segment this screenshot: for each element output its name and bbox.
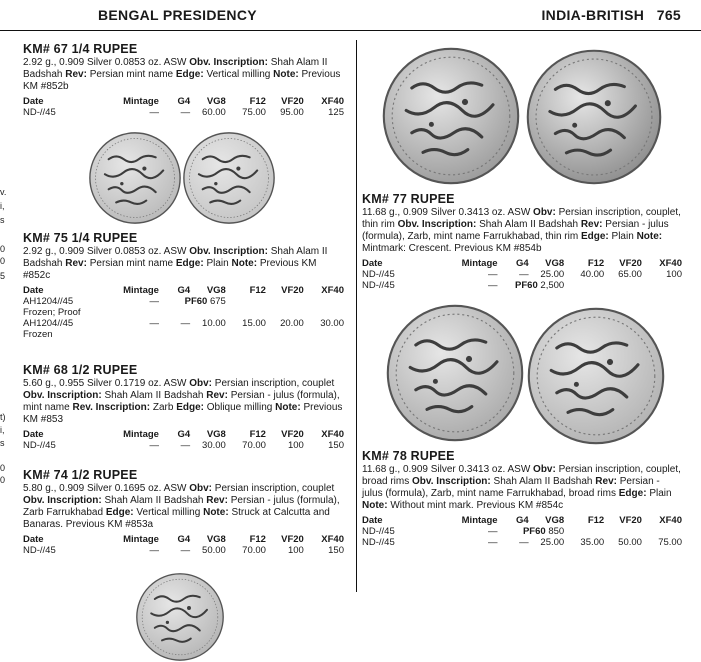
- cell-date: AH1204//45: [23, 318, 74, 329]
- entry-description: [362, 207, 682, 255]
- entry-description: [23, 378, 344, 426]
- catalog-entry-km74: [23, 468, 344, 556]
- page-header-right: [541, 7, 681, 23]
- entry-field-label: Edge:: [175, 69, 204, 80]
- catalog-entry-km75: [23, 231, 344, 340]
- cell-xf40: 100: [666, 269, 682, 280]
- cell-mintage: —: [488, 537, 498, 548]
- price-table: [23, 429, 344, 451]
- cell-f12: 70.00: [242, 545, 266, 556]
- entry-field-value: Vertical milling: [206, 69, 271, 80]
- margin-fragment: 0: [0, 463, 6, 473]
- table-row: [362, 280, 682, 291]
- price-table: [362, 515, 682, 548]
- entry-field-value: Mintmark: Crescent. Previous KM #854b: [362, 243, 542, 254]
- entry-title: KM# 77 RUPEE: [362, 192, 455, 206]
- margin-fragment: v.: [0, 187, 7, 197]
- coin-dot: [466, 356, 472, 362]
- proof-value: 2,500: [540, 280, 565, 291]
- section-name: INDIA-BRITISH: [541, 7, 645, 23]
- entry-field-value: Persian inscription, couplet, broad rims: [362, 464, 681, 487]
- entry-field-value: Shah Alam II Badshah: [23, 57, 328, 80]
- coin-disc: [384, 49, 518, 183]
- empty-cells: [564, 280, 682, 291]
- cell-mintage: —: [149, 107, 159, 118]
- coin-dot: [605, 100, 611, 106]
- coin-km67-obverse: [88, 131, 182, 225]
- table-row: [23, 440, 344, 451]
- price-table-header: [362, 515, 682, 526]
- entry-field-value: Persian - julus (formula), Zarb, mint name Farrukhabad, broad rims: [362, 476, 660, 499]
- entry-spec: 2.92 g., 0.909 Silver 0.0853 oz. ASW: [23, 246, 187, 257]
- proof-grade: PF60: [515, 280, 538, 291]
- entry-field-value: Persian inscription, couplet: [214, 483, 335, 494]
- column-header: Date: [23, 96, 44, 107]
- coin-dot: [607, 359, 613, 365]
- column-header: F12: [249, 96, 266, 107]
- margin-fragment: 0: [0, 256, 6, 266]
- cell-g4: —: [519, 537, 529, 548]
- cell-mintage: —: [488, 280, 498, 291]
- cell-vg8: 25.00: [540, 269, 565, 280]
- catalog-entry-km77: [362, 192, 682, 291]
- column-header: VG8: [206, 534, 226, 545]
- entry-field-value: Zarb: [152, 402, 174, 413]
- coin-next-partial: [135, 572, 225, 662]
- entry-description: [23, 246, 344, 282]
- coin-dot: [120, 182, 123, 185]
- entry-field-label: Obv:: [533, 464, 556, 475]
- margin-fragment: s: [0, 215, 5, 225]
- cell-mintage: —: [149, 545, 159, 556]
- column-header: VG8: [206, 429, 226, 440]
- cell-note: Frozen: [23, 329, 53, 340]
- cell-mintage: —: [488, 526, 498, 537]
- column-header: Date: [23, 429, 44, 440]
- coin-disc: [388, 306, 522, 440]
- cell-vg8: 50.00: [202, 545, 226, 556]
- table-row: [23, 318, 344, 329]
- coin-disc: [137, 574, 223, 660]
- cell-proof: [498, 280, 565, 291]
- entry-field-value: Shah Alam II Badshah: [104, 390, 204, 401]
- cell-vf20: 100: [287, 545, 304, 556]
- table-row: [23, 107, 344, 118]
- column-header: VG8: [206, 285, 226, 296]
- proof-grade: PF60: [522, 526, 546, 537]
- column-header: Mintage: [461, 515, 498, 526]
- column-header: F12: [249, 285, 266, 296]
- entry-field-value: Previous KM #852c: [23, 258, 317, 281]
- column-header: G4: [515, 258, 529, 269]
- cell-xf40: 150: [328, 545, 344, 556]
- entry-field-value: Shah Alam II Badshah: [23, 246, 328, 269]
- column-header: XF40: [321, 96, 344, 107]
- column-header: VF20: [281, 429, 304, 440]
- entry-field-label: Note:: [273, 69, 299, 80]
- cell-xf40: 75.00: [658, 537, 682, 548]
- coin-km67-reverse: [182, 131, 276, 225]
- cell-proof: [159, 296, 226, 307]
- entry-field-label: Rev:: [206, 495, 228, 506]
- entry-title: KM# 67 1/4 RUPEE: [23, 42, 138, 56]
- entry-field-value: Shah Alam II Badshah: [493, 476, 593, 487]
- header-rule: [0, 30, 701, 31]
- entry-field-label: Rev:: [206, 390, 228, 401]
- cell-f12: 15.00: [242, 318, 266, 329]
- cell-g4: —: [180, 318, 191, 329]
- cell-vg8: 30.00: [202, 440, 226, 451]
- section-header-title: BENGAL PRESIDENCY: [98, 7, 257, 23]
- cell-date: ND-//45: [23, 107, 56, 118]
- entry-field-label: Note:: [275, 402, 301, 413]
- entry-field-label: Obv. Inscription:: [189, 246, 268, 257]
- cell-note: Frozen; Proof: [23, 307, 81, 318]
- cell-g4: —: [180, 440, 191, 451]
- column-header: G4: [177, 285, 191, 296]
- entry-title: KM# 68 1/2 RUPEE: [23, 363, 138, 377]
- entry-field-label: Obv:: [189, 483, 212, 494]
- entry-field-value: Persian - julus (formula), mint name: [23, 390, 340, 413]
- cell-proof: [498, 526, 565, 537]
- cell-date: AH1204//45: [23, 296, 74, 307]
- column-header: VG8: [545, 515, 565, 526]
- column-header: XF40: [659, 258, 682, 269]
- cell-vf20: 100: [287, 440, 304, 451]
- entry-field-label: Obv. Inscription:: [412, 476, 491, 487]
- table-row: [362, 269, 682, 280]
- cell-date: ND-//45: [23, 545, 56, 556]
- coin-km77-reverse: [525, 48, 663, 186]
- cell-vg8: 10.00: [202, 318, 226, 329]
- column-header: XF40: [321, 285, 344, 296]
- cell-f12: 35.00: [580, 537, 605, 548]
- column-header: G4: [177, 96, 191, 107]
- coin-disc: [529, 309, 663, 443]
- cell-g4: —: [180, 107, 191, 118]
- entry-field-value: Shah Alam II Badshah: [104, 495, 204, 506]
- coin-dot: [574, 382, 579, 387]
- entry-field-label: Note:: [362, 500, 388, 511]
- entry-field-label: Obv:: [189, 378, 212, 389]
- entry-field-label: Rev. Inscription:: [72, 402, 151, 413]
- margin-fragment: t): [0, 412, 6, 422]
- price-table-header: [23, 429, 344, 440]
- price-table: [23, 96, 344, 118]
- column-header: Date: [23, 285, 44, 296]
- entry-field-label: Note:: [636, 231, 663, 242]
- column-header: Mintage: [123, 429, 159, 440]
- table-row: [23, 545, 344, 556]
- entry-field-label: Obv. Inscription:: [23, 495, 102, 506]
- table-row-note: [23, 329, 344, 340]
- price-table-header: [23, 96, 344, 107]
- cell-vf20: 65.00: [618, 269, 642, 280]
- entry-field-label: Edge:: [580, 231, 609, 242]
- column-header: Mintage: [123, 96, 159, 107]
- entry-field-value: Vertical milling: [136, 507, 201, 518]
- column-header: Date: [362, 515, 383, 526]
- cell-f12: 70.00: [242, 440, 266, 451]
- coin-km77-obverse: [381, 46, 521, 186]
- price-table: [23, 534, 344, 556]
- coin-dot: [187, 606, 191, 610]
- entry-field-label: Rev:: [595, 476, 617, 487]
- coin-dot: [236, 167, 240, 171]
- entry-spec: 5.60 g., 0.955 Silver 0.1719 oz. ASW: [23, 378, 187, 389]
- entry-field-label: Obv. Inscription:: [397, 219, 477, 230]
- cell-vg8: 25.00: [540, 537, 565, 548]
- entry-title: KM# 75 1/4 RUPEE: [23, 231, 138, 245]
- cell-g4: —: [180, 545, 191, 556]
- price-table-header: [23, 534, 344, 545]
- coin-dot: [214, 182, 217, 185]
- column-header: Date: [362, 258, 383, 269]
- entry-field-value: Plain: [611, 231, 634, 242]
- proof-value: 675: [209, 296, 226, 307]
- entry-field-value: Persian inscription, couplet: [214, 378, 335, 389]
- column-header: G4: [515, 515, 529, 526]
- entry-field-label: Edge:: [105, 507, 134, 518]
- entry-field-label: Obv. Inscription:: [23, 390, 102, 401]
- entry-field-label: Edge:: [175, 258, 204, 269]
- entry-field-value: Persian mint name: [89, 69, 174, 80]
- price-table-header: [362, 258, 682, 269]
- table-row: [23, 296, 344, 307]
- column-header: F12: [587, 515, 605, 526]
- column-header: Mintage: [123, 285, 159, 296]
- catalog-entry-km67: [23, 42, 344, 118]
- entry-description: [23, 57, 344, 93]
- coin-dot: [433, 379, 438, 384]
- entry-field-label: Rev:: [65, 69, 87, 80]
- proof-grade: PF60: [184, 296, 208, 307]
- entry-field-value: Persian mint name: [89, 258, 174, 269]
- cell-vf20: 95.00: [280, 107, 304, 118]
- entry-spec: 11.68 g., 0.909 Silver 0.3413 oz. ASW: [362, 207, 531, 218]
- column-header: G4: [177, 429, 191, 440]
- entry-field-value: Previous KM #853: [23, 402, 343, 425]
- entry-field-label: Note:: [231, 258, 258, 269]
- column-header: Date: [23, 534, 44, 545]
- entry-description: [23, 483, 344, 531]
- entry-field-label: Obv:: [533, 207, 556, 218]
- column-header: VG8: [206, 96, 226, 107]
- column-header: Mintage: [461, 258, 498, 269]
- margin-fragment: 0: [0, 244, 6, 254]
- margin-fragment: i,: [0, 425, 5, 435]
- entry-field-value: Persian - julus (formula), Zarb, mint name Farrukhabad, thin rim: [362, 219, 669, 242]
- entry-field-value: Persian - julus (formula), Zarb Farrukhabad: [23, 495, 340, 518]
- cell-date: ND-//45: [362, 526, 395, 537]
- entry-field-label: Edge:: [176, 402, 204, 413]
- page-number: 765: [656, 7, 681, 23]
- cell-mintage: —: [149, 440, 159, 451]
- table-row: [362, 537, 682, 548]
- entry-title: KM# 74 1/2 RUPEE: [23, 468, 138, 482]
- column-divider: [356, 40, 357, 592]
- coin-dot: [166, 621, 169, 624]
- cell-xf40: 125: [328, 107, 344, 118]
- cell-vf20: 20.00: [280, 318, 304, 329]
- cell-xf40: 30.00: [320, 318, 344, 329]
- price-table: [23, 285, 344, 340]
- column-header: Mintage: [123, 534, 159, 545]
- cell-mintage: —: [488, 269, 498, 280]
- coin-disc: [528, 51, 660, 183]
- coin-dot: [142, 167, 146, 171]
- empty-cells: [226, 296, 344, 307]
- column-header: VF20: [281, 96, 304, 107]
- column-header: XF40: [659, 515, 682, 526]
- empty-cells: [564, 526, 682, 537]
- entry-field-value: Previous KM #852b: [23, 69, 341, 92]
- cell-vf20: 50.00: [618, 537, 642, 548]
- price-table-header: [23, 285, 344, 296]
- entry-description: [362, 464, 682, 512]
- coin-km78-reverse: [526, 306, 666, 446]
- cell-date: ND-//45: [362, 537, 395, 548]
- cell-xf40: 150: [328, 440, 344, 451]
- cell-g4: —: [519, 269, 529, 280]
- margin-fragment: 5: [0, 271, 6, 281]
- entry-field-value: Persian inscription, couplet, thin rim: [362, 207, 681, 230]
- coin-disc: [90, 133, 180, 223]
- column-header: VG8: [545, 258, 565, 269]
- cell-mintage: —: [149, 296, 159, 307]
- coin-dot: [429, 122, 434, 127]
- catalog-entry-km78: [362, 449, 682, 548]
- cell-date: ND-//45: [362, 280, 395, 291]
- entry-field-value: Struck at Calcutta and Banaras. Previous KM #853a: [23, 507, 330, 530]
- cell-mintage: —: [149, 318, 159, 329]
- entry-field-value: Shah Alam II Badshah: [479, 219, 579, 230]
- entry-field-value: Oblique milling: [206, 402, 273, 413]
- coin-dot: [572, 123, 577, 128]
- column-header: F12: [587, 258, 605, 269]
- cell-f12: 75.00: [242, 107, 266, 118]
- column-header: VF20: [281, 534, 304, 545]
- cell-vg8: 60.00: [202, 107, 226, 118]
- entry-field-value: Without mint mark. Previous KM #854c: [390, 500, 564, 511]
- column-header: XF40: [321, 534, 344, 545]
- catalog-entry-km68: [23, 363, 344, 451]
- entry-spec: 5.80 g., 0.909 Silver 0.1695 oz. ASW: [23, 483, 187, 494]
- coin-km78-obverse: [385, 303, 525, 443]
- column-header: G4: [177, 534, 191, 545]
- entry-spec: 11.68 g., 0.909 Silver 0.3413 oz. ASW: [362, 464, 531, 475]
- coin-disc: [184, 133, 274, 223]
- entry-title: KM# 78 RUPEE: [362, 449, 455, 463]
- margin-fragment: i,: [0, 201, 5, 211]
- price-table: [362, 258, 682, 291]
- column-header: XF40: [321, 429, 344, 440]
- column-header: VF20: [619, 515, 642, 526]
- cell-date: ND-//45: [362, 269, 395, 280]
- proof-value: 850: [548, 526, 565, 537]
- cell-f12: 40.00: [580, 269, 605, 280]
- entry-field-label: Obv. Inscription:: [189, 57, 268, 68]
- column-header: VF20: [619, 258, 642, 269]
- entry-spec: 2.92 g., 0.909 Silver 0.0853 oz. ASW: [23, 57, 187, 68]
- entry-field-label: Rev:: [580, 219, 603, 230]
- margin-fragment: 0: [0, 475, 6, 485]
- coin-dot: [462, 99, 468, 105]
- cell-date: ND-//45: [23, 440, 56, 451]
- entry-field-label: Note:: [203, 507, 229, 518]
- table-row-note: [23, 307, 344, 318]
- entry-field-label: Edge:: [618, 488, 647, 499]
- column-header: VF20: [281, 285, 304, 296]
- entry-field-value: Plain: [206, 258, 229, 269]
- column-header: F12: [249, 534, 266, 545]
- margin-fragment: s: [0, 438, 5, 448]
- entry-field-label: Rev:: [65, 258, 87, 269]
- table-row: [362, 526, 682, 537]
- column-header: F12: [249, 429, 266, 440]
- entry-field-value: Plain: [649, 488, 672, 499]
